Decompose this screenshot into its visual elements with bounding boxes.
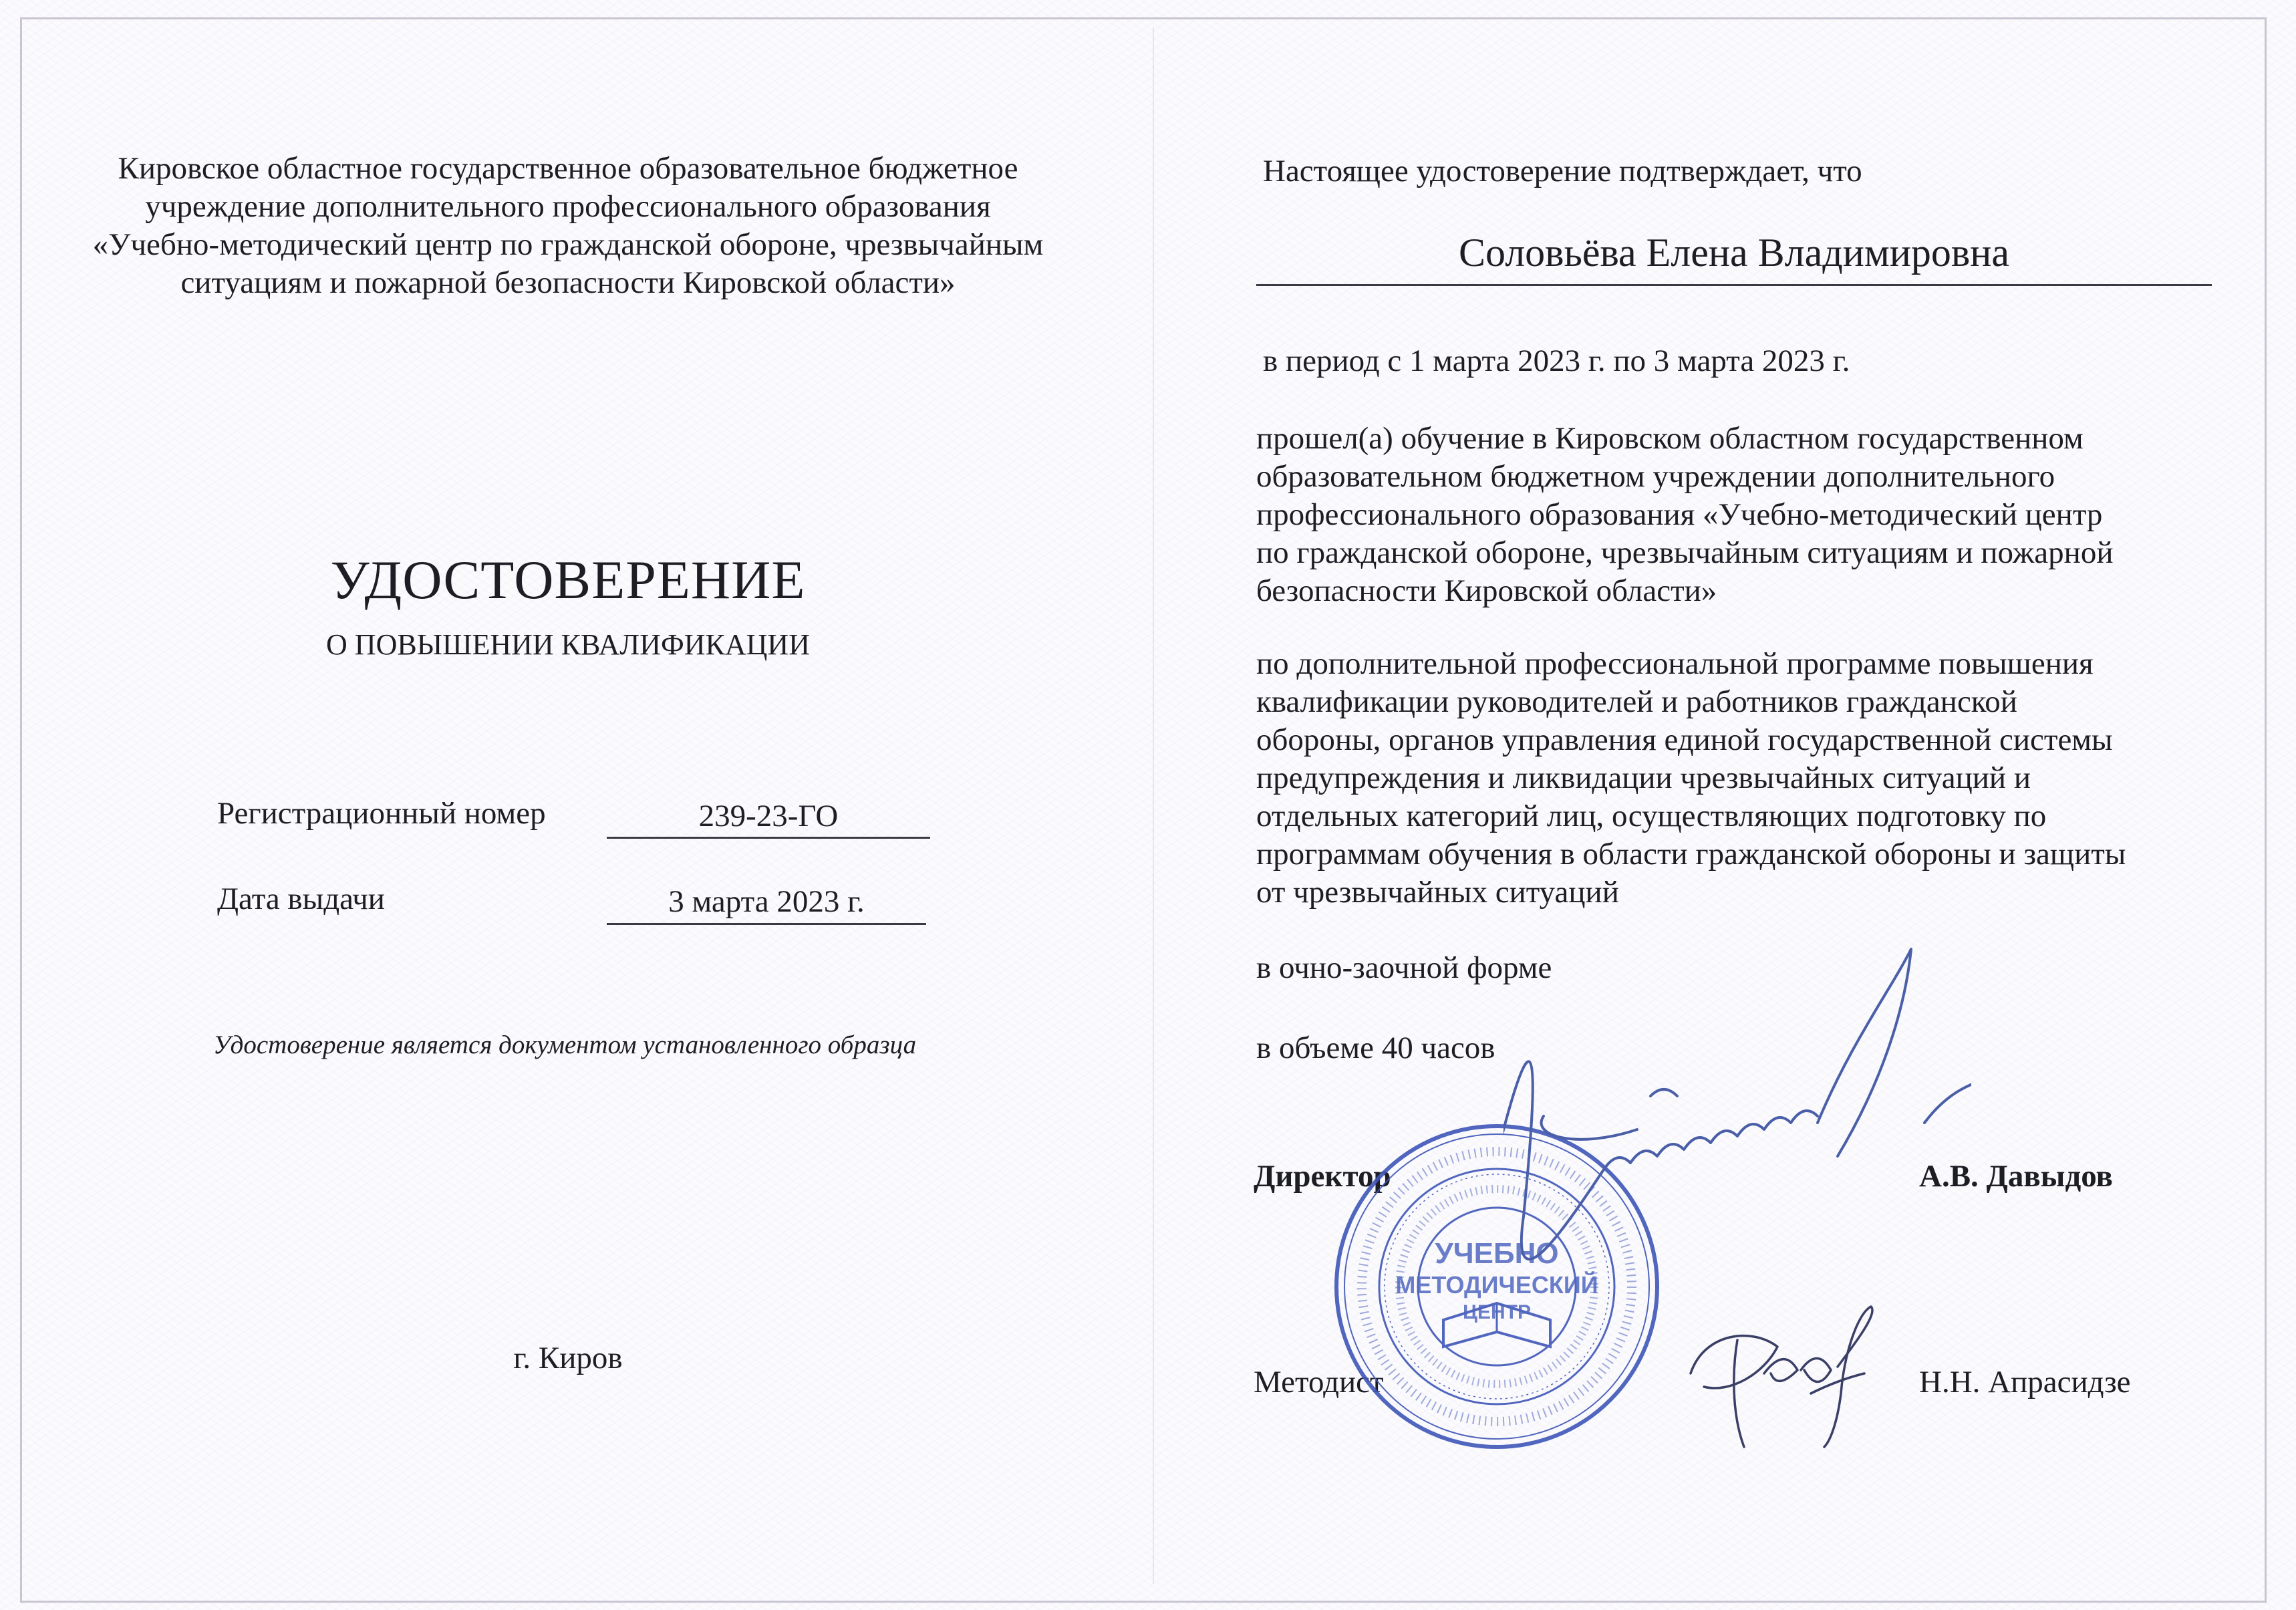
organization-name: [40, 150, 1096, 302]
organization-line: учреждение дополнительного профессионального образования: [145, 189, 991, 224]
program-paragraph: [1256, 645, 2218, 912]
training-line: по гражданской обороне, чрезвычайным ситуациям и пожарной: [1256, 535, 2114, 570]
program-line: обороны, органов управления единой государственной системы: [1256, 722, 2113, 757]
intro-text: Настоящее удостоверение подтверждает, что: [1263, 154, 1862, 188]
program-line: по дополнительной профессиональной программе повышения: [1256, 646, 2094, 681]
program-line: квалификации руководителей и работников гражданской: [1256, 684, 2017, 719]
training-period: в период с 1 марта 2023 г. по 3 марта 2023 г.: [1263, 344, 1850, 378]
svg-text:ЦЕНТР: ЦЕНТР: [1463, 1301, 1531, 1323]
methodist-title: Методист: [1254, 1365, 1384, 1399]
issue-date-underline: [607, 923, 926, 925]
training-paragraph: [1256, 420, 2218, 610]
registration-label: Регистрационный номер: [217, 796, 546, 831]
document-subtitle: О ПОВЫШЕНИИ КВАЛИФИКАЦИИ: [326, 628, 810, 661]
training-line: образовательном бюджетном учреждении дополнительного: [1256, 459, 2055, 494]
methodist-signature: [1677, 1300, 1884, 1454]
program-line: предупреждения и ликвидации чрезвычайных ситуаций и: [1256, 761, 2031, 795]
organization-line: «Учебно-методический центр по гражданской обороне, чрезвычайным: [92, 227, 1044, 262]
director-title: Директор: [1254, 1159, 1391, 1194]
form-of-study: в очно-заочной форме: [1256, 950, 1552, 985]
svg-text:МЕТОДИЧЕСКИЙ: МЕТОДИЧЕСКИЙ: [1395, 1271, 1598, 1299]
organization-line: Кировское областное государственное образовательное бюджетное: [118, 151, 1018, 186]
city: г. Киров: [513, 1341, 623, 1375]
training-line: профессионального образования «Учебно-методический центр: [1256, 497, 2103, 532]
training-volume: в объеме 40 часов: [1256, 1031, 1495, 1065]
director-signature: [1503, 936, 1971, 1283]
stamp-text: УЧЕБНО: [1435, 1237, 1559, 1270]
program-line: программам обучения в области гражданской обороны и защиты: [1256, 837, 2126, 871]
program-line: отдельных категорий лиц, осуществляющих подготовку по: [1256, 799, 2047, 833]
registration-number: 239-23-ГО: [698, 799, 839, 833]
program-line: от чрезвычайных ситуаций: [1256, 875, 1619, 910]
registration-underline: [607, 837, 930, 839]
document-title: УДОСТОВЕРЕНИЕ: [330, 549, 806, 610]
training-line: безопасности Кировской области»: [1256, 573, 1717, 608]
training-line: прошел(а) обучение в Кировском областном государственном: [1256, 421, 2084, 456]
holder-name-underline: [1256, 284, 2212, 286]
methodist-name: Н.Н. Апрасидзе: [1919, 1365, 2131, 1399]
director-name: А.В. Давыдов: [1919, 1159, 2113, 1194]
organization-line: ситуациям и пожарной безопасности Кировской области»: [180, 265, 956, 300]
issue-date-label: Дата выдачи: [217, 882, 385, 916]
holder-name: Соловьёва Елена Владимировна: [1458, 231, 2009, 275]
validity-note: Удостоверение является документом установленного образца: [212, 1031, 917, 1059]
issue-date: 3 марта 2023 г.: [668, 884, 865, 919]
center-fold: [1153, 27, 1154, 1584]
